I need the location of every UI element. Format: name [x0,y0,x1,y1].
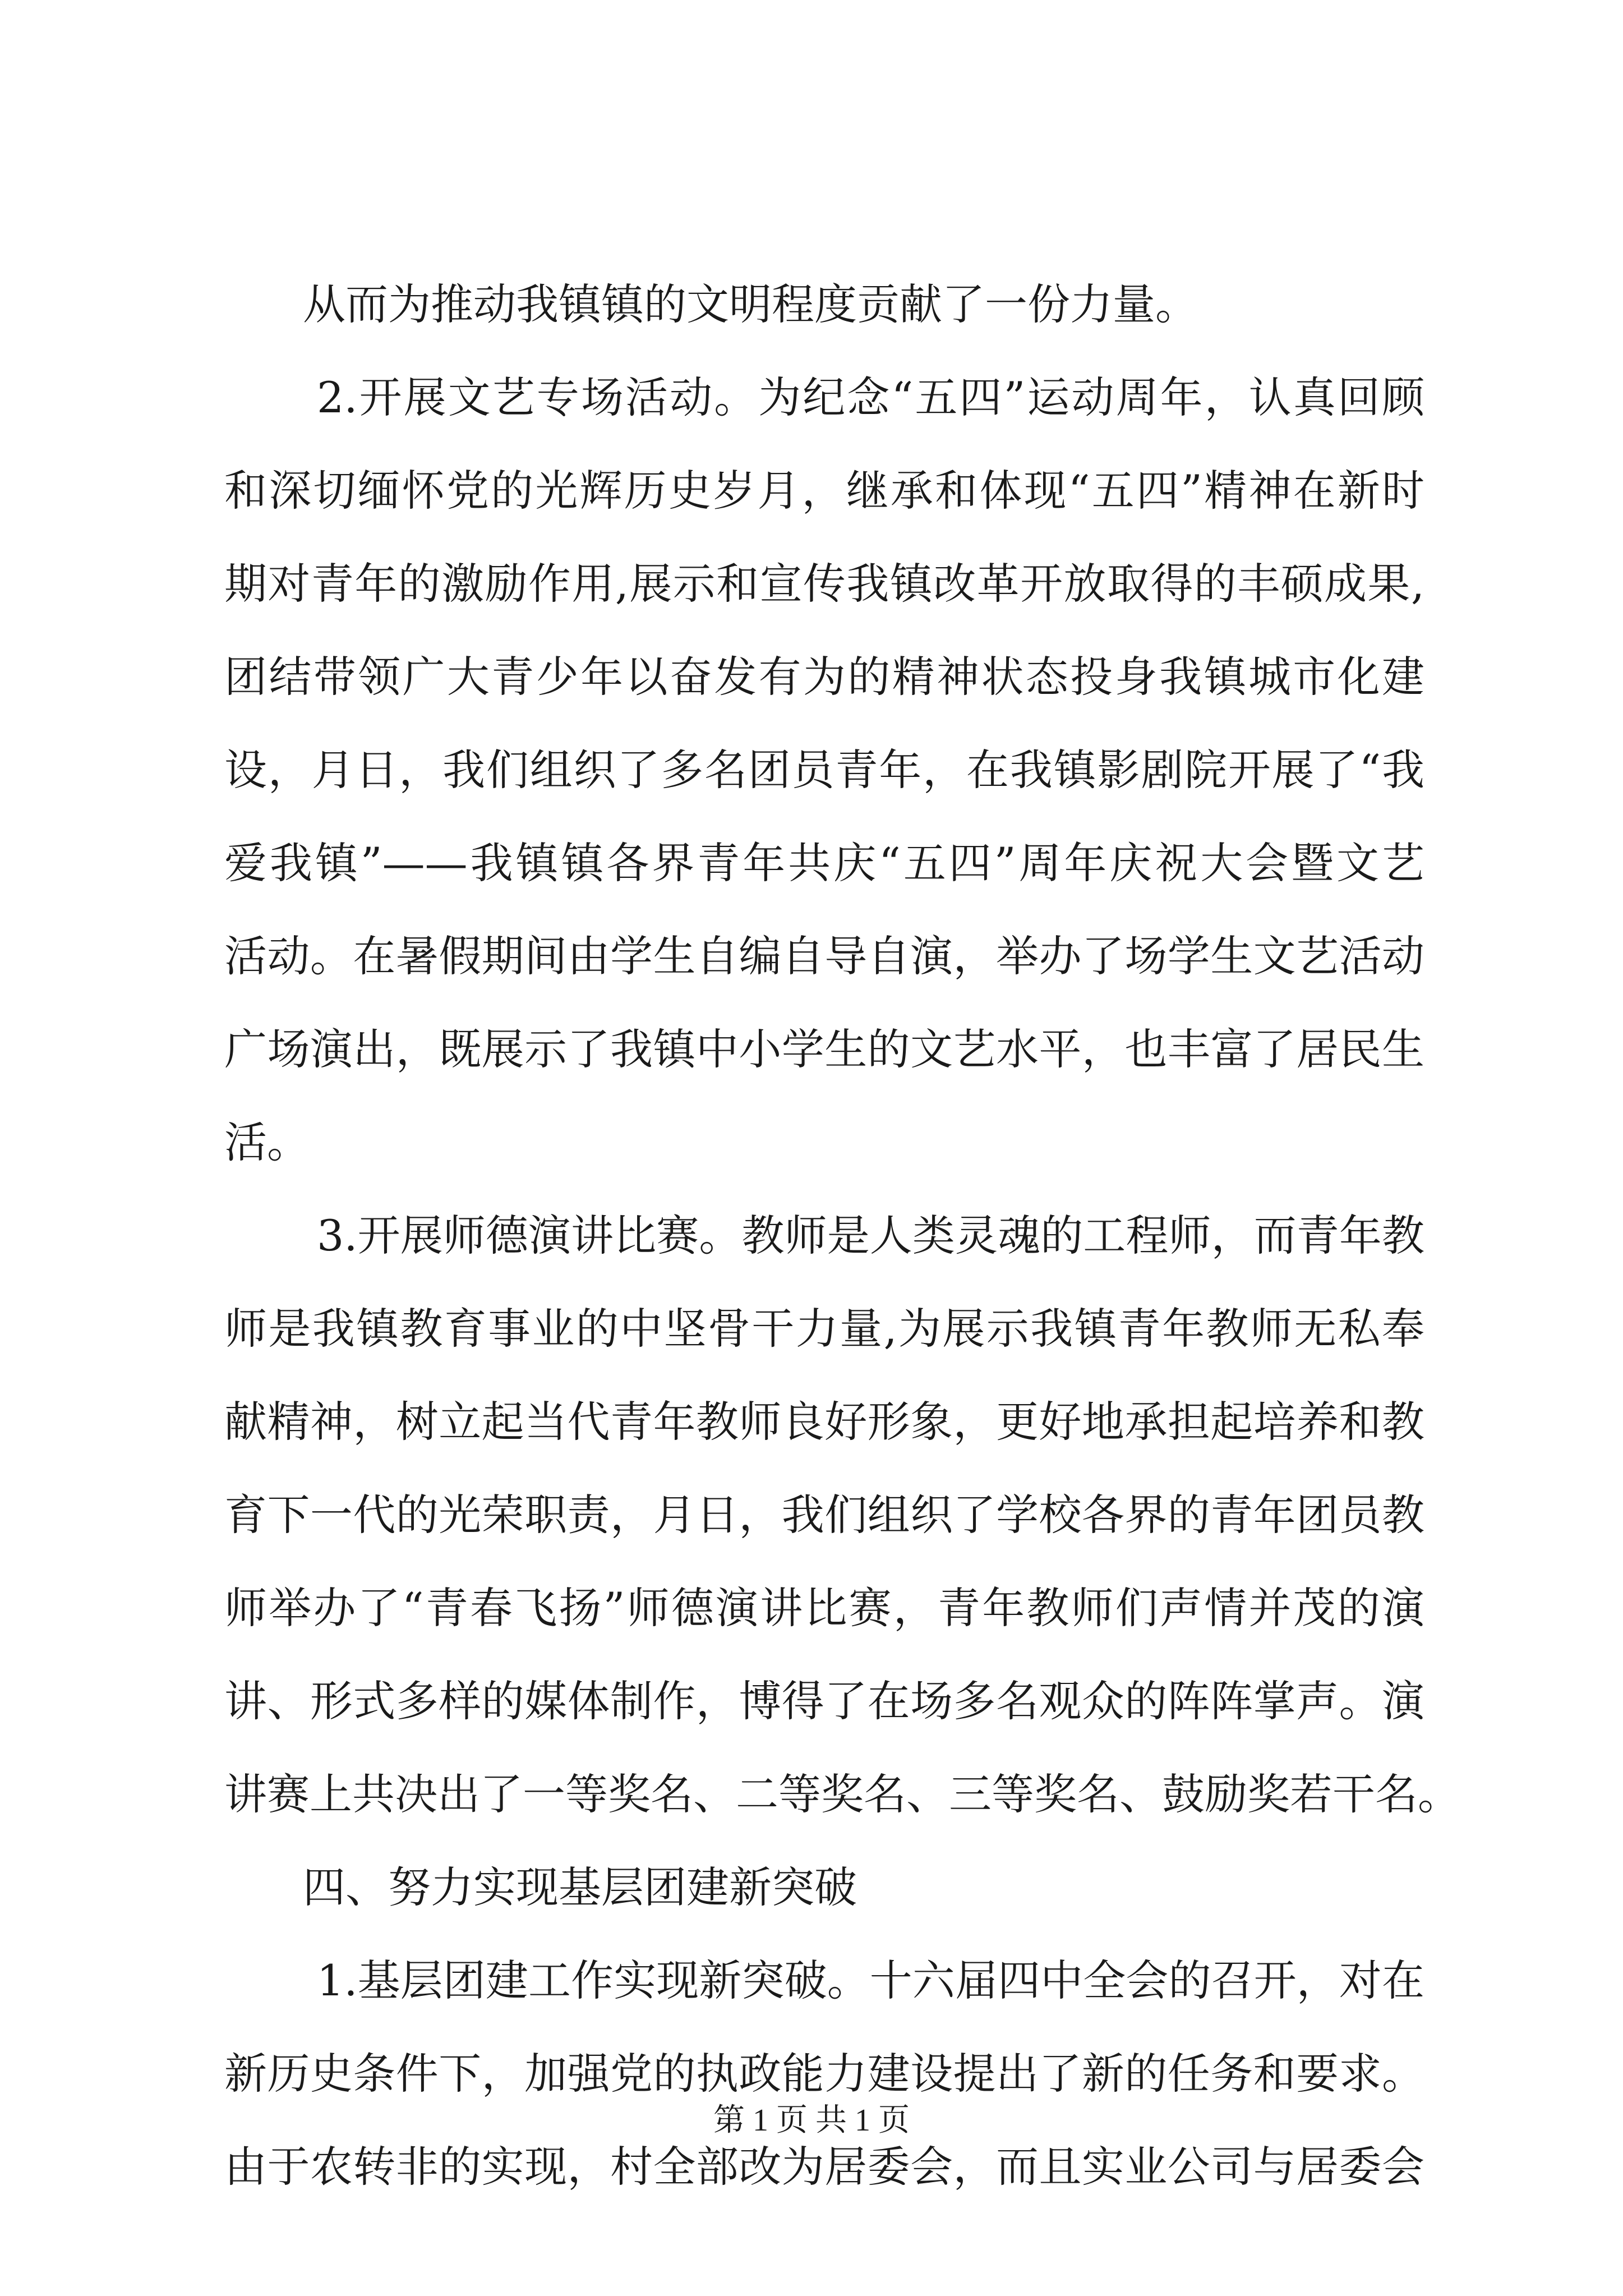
document-body [224,258,1460,2214]
paragraph-line: 团结带领广大青少年以奋发有为的精神状态投身我镇城市化建 [224,652,1424,702]
paragraph-line: 3.开展师德演讲比赛。教师是人类灵魂的工程师，而青年教 [317,1211,1424,1260]
paragraph-line: 讲、形式多样的媒体制作，博得了在场多名观众的阵阵掌声。演 [224,1676,1424,1726]
paragraph-line: 讲赛上共决出了一等奖名、二等奖名、三等奖名、鼓励奖若干名。 [224,1769,1460,1819]
paragraph-line: 献精神，树立起当代青年教师良好形象，更好地承担起培养和教 [224,1397,1424,1447]
paragraph-line: 爱我镇”——我镇镇各界青年共庆“五四”周年庆祝大会暨文艺 [224,838,1424,888]
paragraph-line: 活动。在暑假期间由学生自编自导自演，举办了场学生文艺活动 [224,931,1424,981]
paragraph-line: 期对青年的激励作用,展示和宣传我镇改革开放取得的丰硕成果, [224,559,1424,609]
paragraph-line: 2.开展文艺专场活动。为纪念“五四”运动周年，认真回顾 [317,372,1424,422]
paragraph-line: 设，月日，我们组织了多名团员青年，在我镇影剧院开展了“我 [224,745,1424,795]
paragraph-line: 育下一代的光荣职责，月日，我们组织了学校各界的青年团员教 [224,1490,1424,1540]
paragraph-line: 从而为推动我镇镇的文明程度贡献了一份力量。 [303,279,1198,329]
paragraph-line: 师是我镇教育事业的中坚骨干力量,为展示我镇青年教师无私奉 [224,1304,1424,1354]
paragraph-line: 由于农转非的实现，村全部改为居委会，而且实业公司与居委会 [224,2142,1424,2192]
paragraph-line: 和深切缅怀党的光辉历史岁月，继承和体现“五四”精神在新时 [224,466,1424,516]
paragraph-line: 活。 [224,1117,310,1167]
section-heading: 四、努力实现基层团建新突破 [303,1862,857,1912]
paragraph-line: 1.基层团建工作实现新突破。十六届四中全会的召开，对在 [317,1955,1424,2005]
paragraph-line: 广场演出，既展示了我镇中小学生的文艺水平，也丰富了居民生 [224,1024,1424,1074]
page-number-footer: 第 1 页 共 1 页 [713,2103,910,2138]
paragraph-line: 新历史条件下，加强党的执政能力建设提出了新的任务和要求。 [224,2049,1424,2099]
paragraph-line: 师举办了“青春飞扬”师德演讲比赛，青年教师们声情并茂的演 [224,1583,1424,1633]
